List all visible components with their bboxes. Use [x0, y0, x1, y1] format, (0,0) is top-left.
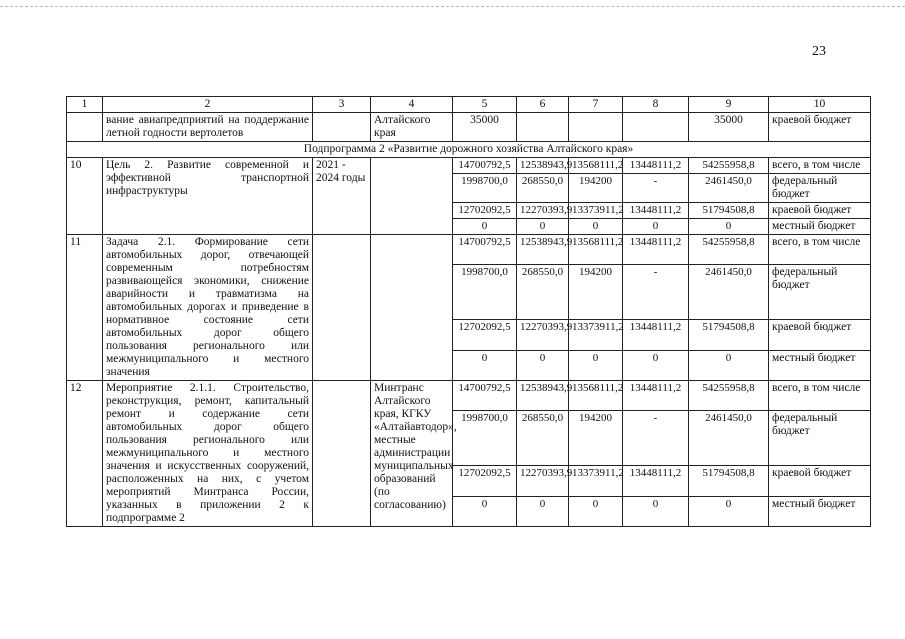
fin-value: 2461450,0 [689, 411, 769, 466]
fin-value: 2461450,0 [689, 174, 769, 203]
fin-value: 0 [569, 496, 623, 526]
row-period [313, 381, 371, 527]
page-number: 23 [812, 44, 826, 59]
fin-value: 14700792,5 [453, 381, 517, 411]
table-row [67, 158, 871, 174]
fin-source: краевой бюджет [769, 203, 871, 219]
fin-value: 194200 [569, 265, 623, 320]
header-cell: 5 [453, 97, 517, 113]
row-executor: Алтайского края [371, 113, 453, 142]
fin-value: 0 [623, 350, 689, 380]
fin-value: 13373911,2 [569, 203, 623, 219]
row-number: 11 [67, 235, 103, 381]
fin-value: 268550,0 [517, 411, 569, 466]
fin-source: краевой бюджет [769, 113, 871, 142]
fin-source: всего, в том числе [769, 158, 871, 174]
header-cell: 3 [313, 97, 371, 113]
fin-value: 12270393,9 [517, 203, 569, 219]
header-cell: 9 [689, 97, 769, 113]
fin-value: 0 [453, 496, 517, 526]
fin-value: 0 [689, 350, 769, 380]
header-cell: 4 [371, 97, 453, 113]
fin-value: 194200 [569, 411, 623, 466]
fin-value: 51794508,8 [689, 203, 769, 219]
header-cell: 10 [769, 97, 871, 113]
fin-source: краевой бюджет [769, 466, 871, 496]
fin-value: - [623, 411, 689, 466]
fin-value: 268550,0 [517, 265, 569, 320]
fin-value: 12702092,5 [453, 320, 517, 350]
fin-value: 13373911,2 [569, 466, 623, 496]
fin-value: 0 [453, 350, 517, 380]
fin-source: всего, в том числе [769, 381, 871, 411]
row-text: Цель 2. Развитие современной и эффективной транспортной инфраструктуры [103, 158, 313, 235]
fin-source: местный бюджет [769, 496, 871, 526]
fin-value: 0 [517, 350, 569, 380]
fin-value: 0 [517, 496, 569, 526]
fin-value: 12702092,5 [453, 466, 517, 496]
header-cell: 8 [623, 97, 689, 113]
fin-value: - [623, 174, 689, 203]
fin-value: 12538943,9 [517, 235, 569, 265]
header-cell: 1 [67, 97, 103, 113]
row-period [313, 235, 371, 381]
fin-source: местный бюджет [769, 350, 871, 380]
fin-source: федеральный бюджет [769, 265, 871, 320]
fin-value: 2461450,0 [689, 265, 769, 320]
fin-value: 0 [623, 219, 689, 235]
fin-source: краевой бюджет [769, 320, 871, 350]
fin-value: 12270393,9 [517, 320, 569, 350]
fin-value: 51794508,8 [689, 320, 769, 350]
fin-value: 54255958,8 [689, 381, 769, 411]
row-executor [371, 235, 453, 381]
fin-value: 13448111,2 [623, 235, 689, 265]
fin-source: федеральный бюджет [769, 174, 871, 203]
fin-value: 0 [453, 219, 517, 235]
fin-source: федеральный бюджет [769, 411, 871, 466]
fin-value: - [623, 265, 689, 320]
row-executor: Минтранс Алтайского края, КГКУ «Алтайавтодор», местные администрации муниципальных образований (по согласованию) [371, 381, 453, 527]
subprogram-row [67, 142, 871, 158]
fin-value: 54255958,8 [689, 235, 769, 265]
fin-source: всего, в том числе [769, 235, 871, 265]
subprogram-title: Подпрограмма 2 «Развитие дорожного хозяйства Алтайского края» [67, 142, 871, 158]
fin-value: 13448111,2 [623, 158, 689, 174]
fin-value: 13448111,2 [623, 381, 689, 411]
fin-value: 13448111,2 [623, 466, 689, 496]
continuation-row [67, 113, 871, 142]
fin-value: 13448111,2 [623, 320, 689, 350]
header-row [67, 97, 871, 113]
fin-value: 13568111,2 [569, 381, 623, 411]
fin-value: 54255958,8 [689, 158, 769, 174]
fin-value: 268550,0 [517, 174, 569, 203]
rows-body [67, 158, 871, 527]
fin-value: 13568111,2 [569, 158, 623, 174]
fin-value: 35000 [689, 113, 769, 142]
program-table [66, 96, 871, 527]
fin-value: 0 [569, 219, 623, 235]
header-cell: 6 [517, 97, 569, 113]
row-text: Мероприятие 2.1.1. Строительство, реконструкция, ремонт, капитальный ремонт и содержание сети автомобильных дорог общего пользования регионального или межмуниципального и местного значения и искусственных сооружений, расположенных на них, с учетом мероприятий Минтранса России, указанных в приложении 2 к подпрограмме 2 [103, 381, 313, 527]
fin-value: 13373911,2 [569, 320, 623, 350]
table-row [67, 235, 871, 265]
row-text: Задача 2.1. Формирование сети автомобильных дорог, отвечающей современным потребностям развивающейся экономики, снижение аварийности и травматизма на автомобильных дорогах и приведение в нормативное состояние сети автомобильных дорог общего пользования регионального или межмуниципального и местного значения [103, 235, 313, 381]
fin-value: 12538943,9 [517, 381, 569, 411]
fin-value: 194200 [569, 174, 623, 203]
row-number: 12 [67, 381, 103, 527]
fin-value: 35000 [453, 113, 517, 142]
fin-value: 0 [623, 496, 689, 526]
row-executor [371, 158, 453, 235]
fin-value: 12702092,5 [453, 203, 517, 219]
fin-value: 0 [689, 219, 769, 235]
fin-value: 12270393,9 [517, 466, 569, 496]
row-text: вание авиапредприятий на поддержание летной годности вертолетов [103, 113, 313, 142]
fin-value: 0 [689, 496, 769, 526]
row-number: 10 [67, 158, 103, 235]
fin-value: 14700792,5 [453, 158, 517, 174]
header-cell: 2 [103, 97, 313, 113]
fin-value: 13448111,2 [623, 203, 689, 219]
fin-value: 12538943,9 [517, 158, 569, 174]
fin-value: 1998700,0 [453, 411, 517, 466]
fin-value: 1998700,0 [453, 174, 517, 203]
fin-value: 1998700,0 [453, 265, 517, 320]
header-cell: 7 [569, 97, 623, 113]
fin-value: 0 [569, 350, 623, 380]
table-row [67, 381, 871, 411]
fin-value: 13568111,2 [569, 235, 623, 265]
fin-value: 51794508,8 [689, 466, 769, 496]
fin-value: 14700792,5 [453, 235, 517, 265]
row-period: 2021 - 2024 годы [313, 158, 371, 235]
fin-source: местный бюджет [769, 219, 871, 235]
scan-edge-line [0, 6, 905, 7]
fin-value: 0 [517, 219, 569, 235]
